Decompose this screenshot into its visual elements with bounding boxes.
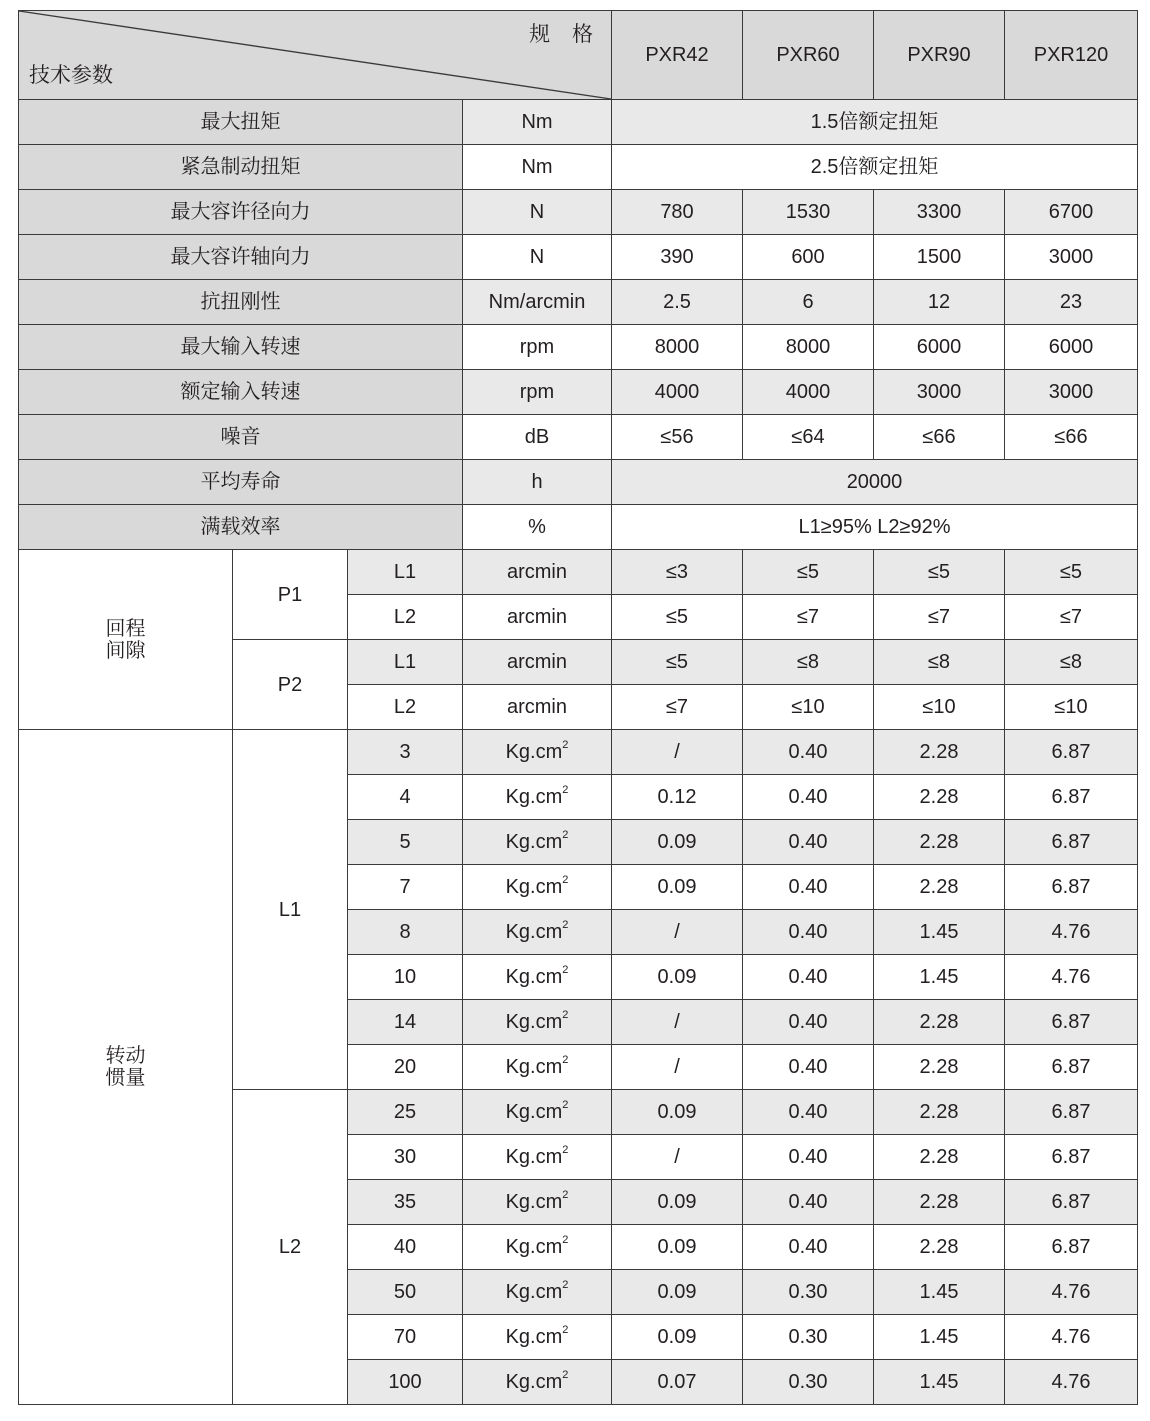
unit-cell: dB bbox=[463, 415, 612, 460]
unit-superscript: 2 bbox=[562, 1234, 569, 1247]
value-cell: ≤5 bbox=[743, 550, 874, 595]
unit-cell bbox=[463, 1180, 612, 1225]
value-cell: 0.30 bbox=[743, 1270, 874, 1315]
unit-cell: arcmin bbox=[463, 640, 612, 685]
ratio-cell: 8 bbox=[348, 910, 463, 955]
ratio-cell: 5 bbox=[348, 820, 463, 865]
group-label-line: 转动 bbox=[105, 1045, 146, 1067]
unit-base: Kg.cm bbox=[505, 1011, 563, 1033]
value-cell: 2.28 bbox=[874, 1000, 1005, 1045]
unit-cell bbox=[463, 1045, 612, 1090]
unit-cell: arcmin bbox=[463, 595, 612, 640]
value-cell: 6.87 bbox=[1005, 775, 1138, 820]
unit-superscript: 2 bbox=[562, 1369, 569, 1382]
unit-cell bbox=[463, 865, 612, 910]
value-cell: 1530 bbox=[743, 190, 874, 235]
merged-value-cell: 20000 bbox=[612, 460, 1138, 505]
value-cell: ≤5 bbox=[612, 595, 743, 640]
value-cell: 0.12 bbox=[612, 775, 743, 820]
value-cell: 6.87 bbox=[1005, 730, 1138, 775]
value-cell: 23 bbox=[1005, 280, 1138, 325]
unit-cell bbox=[463, 1270, 612, 1315]
param-name: 满载效率 bbox=[19, 505, 463, 550]
value-cell: ≤10 bbox=[1005, 685, 1138, 730]
stage-group: L2 bbox=[233, 1090, 348, 1405]
param-label: 技术参数 bbox=[29, 63, 113, 87]
value-cell: 0.09 bbox=[612, 820, 743, 865]
value-cell: 4000 bbox=[612, 370, 743, 415]
stage-cell: L1 bbox=[348, 640, 463, 685]
value-cell: 0.40 bbox=[743, 955, 874, 1000]
value-cell: 2.28 bbox=[874, 865, 1005, 910]
ratio-cell: 40 bbox=[348, 1225, 463, 1270]
unit-base: Kg.cm bbox=[505, 1371, 563, 1393]
model-header: PXR90 bbox=[874, 11, 1005, 100]
unit-superscript: 2 bbox=[562, 739, 569, 752]
unit-cell: Nm bbox=[463, 100, 612, 145]
table-row bbox=[19, 415, 1138, 460]
value-cell: 6.87 bbox=[1005, 1135, 1138, 1180]
unit-cell: rpm bbox=[463, 370, 612, 415]
value-cell: 6.87 bbox=[1005, 1090, 1138, 1135]
value-cell: 3000 bbox=[1005, 235, 1138, 280]
value-cell: 6.87 bbox=[1005, 1000, 1138, 1045]
table-row bbox=[19, 325, 1138, 370]
unit-superscript: 2 bbox=[562, 829, 569, 842]
unit-cell: N bbox=[463, 190, 612, 235]
unit-superscript: 2 bbox=[562, 1189, 569, 1202]
value-cell: 3000 bbox=[1005, 370, 1138, 415]
value-cell: / bbox=[612, 1000, 743, 1045]
value-cell: 1.45 bbox=[874, 910, 1005, 955]
param-name: 噪音 bbox=[19, 415, 463, 460]
unit-superscript: 2 bbox=[562, 1324, 569, 1337]
table-row bbox=[19, 730, 1138, 775]
value-cell: ≤66 bbox=[874, 415, 1005, 460]
unit-cell bbox=[463, 1135, 612, 1180]
value-cell: ≤7 bbox=[743, 595, 874, 640]
unit-superscript: 2 bbox=[562, 1009, 569, 1022]
unit-superscript: 2 bbox=[562, 919, 569, 932]
ratio-cell: 35 bbox=[348, 1180, 463, 1225]
value-cell: 0.40 bbox=[743, 775, 874, 820]
value-cell: 0.09 bbox=[612, 955, 743, 1000]
value-cell: 0.09 bbox=[612, 1315, 743, 1360]
table-row bbox=[19, 505, 1138, 550]
header-row bbox=[19, 11, 1138, 100]
value-cell: 2.5 bbox=[612, 280, 743, 325]
group-label-line: 惯量 bbox=[105, 1067, 146, 1089]
value-cell: ≤7 bbox=[874, 595, 1005, 640]
unit-cell: arcmin bbox=[463, 685, 612, 730]
unit-superscript: 2 bbox=[562, 1279, 569, 1292]
unit-base: Kg.cm bbox=[505, 1056, 563, 1078]
value-cell: / bbox=[612, 1045, 743, 1090]
value-cell: 0.40 bbox=[743, 910, 874, 955]
unit-base: Kg.cm bbox=[505, 786, 563, 808]
value-cell: 0.09 bbox=[612, 1270, 743, 1315]
value-cell: 6.87 bbox=[1005, 1045, 1138, 1090]
value-cell: 0.30 bbox=[743, 1360, 874, 1405]
merged-value-cell: 1.5倍额定扭矩 bbox=[612, 100, 1138, 145]
unit-superscript: 2 bbox=[562, 1054, 569, 1067]
unit-superscript: 2 bbox=[562, 874, 569, 887]
diagonal-header-cell bbox=[19, 11, 612, 100]
value-cell: / bbox=[612, 1135, 743, 1180]
value-cell: 0.40 bbox=[743, 1045, 874, 1090]
value-cell: 4000 bbox=[743, 370, 874, 415]
value-cell: 1.45 bbox=[874, 955, 1005, 1000]
value-cell: 0.07 bbox=[612, 1360, 743, 1405]
unit-superscript: 2 bbox=[562, 964, 569, 977]
value-cell: 2.28 bbox=[874, 730, 1005, 775]
value-cell: 2.28 bbox=[874, 775, 1005, 820]
group-label-line: 回程 bbox=[105, 617, 146, 640]
merged-value-cell: L1≥95% L2≥92% bbox=[612, 505, 1138, 550]
param-name: 抗扭刚性 bbox=[19, 280, 463, 325]
value-cell: 0.09 bbox=[612, 865, 743, 910]
unit-base: Kg.cm bbox=[505, 1281, 563, 1303]
unit-base: Kg.cm bbox=[505, 921, 563, 943]
unit-superscript: 2 bbox=[562, 1144, 569, 1157]
param-name: 最大输入转速 bbox=[19, 325, 463, 370]
unit-cell bbox=[463, 910, 612, 955]
precision-class: P1 bbox=[233, 550, 348, 640]
value-cell: / bbox=[612, 910, 743, 955]
value-cell: 4.76 bbox=[1005, 1360, 1138, 1405]
param-name: 平均寿命 bbox=[19, 460, 463, 505]
value-cell: 4.76 bbox=[1005, 910, 1138, 955]
value-cell: 0.40 bbox=[743, 1090, 874, 1135]
ratio-cell: 25 bbox=[348, 1090, 463, 1135]
ratio-cell: 70 bbox=[348, 1315, 463, 1360]
unit-cell bbox=[463, 730, 612, 775]
backlash-label bbox=[19, 550, 233, 730]
unit-cell bbox=[463, 1360, 612, 1405]
value-cell: 1.45 bbox=[874, 1270, 1005, 1315]
table-row bbox=[19, 235, 1138, 280]
value-cell: 1500 bbox=[874, 235, 1005, 280]
precision-class: P2 bbox=[233, 640, 348, 730]
ratio-cell: 20 bbox=[348, 1045, 463, 1090]
param-name: 最大扭矩 bbox=[19, 100, 463, 145]
value-cell: 1.45 bbox=[874, 1360, 1005, 1405]
value-cell: 0.30 bbox=[743, 1315, 874, 1360]
value-cell: 2.28 bbox=[874, 1225, 1005, 1270]
value-cell: 3300 bbox=[874, 190, 1005, 235]
unit-cell: Nm/arcmin bbox=[463, 280, 612, 325]
table-row bbox=[19, 280, 1138, 325]
unit-base: Kg.cm bbox=[505, 1326, 563, 1348]
value-cell: 4.76 bbox=[1005, 1315, 1138, 1360]
unit-cell: Nm bbox=[463, 145, 612, 190]
model-header: PXR42 bbox=[612, 11, 743, 100]
value-cell: 6.87 bbox=[1005, 1225, 1138, 1270]
model-header: PXR60 bbox=[743, 11, 874, 100]
value-cell: ≤64 bbox=[743, 415, 874, 460]
spec-table-body bbox=[19, 11, 1138, 1405]
value-cell: 4.76 bbox=[1005, 955, 1138, 1000]
value-cell: ≤10 bbox=[743, 685, 874, 730]
value-cell: 8000 bbox=[612, 325, 743, 370]
unit-cell: arcmin bbox=[463, 550, 612, 595]
value-cell: 8000 bbox=[743, 325, 874, 370]
value-cell: ≤5 bbox=[612, 640, 743, 685]
value-cell: 2.28 bbox=[874, 1045, 1005, 1090]
value-cell: 2.28 bbox=[874, 1135, 1005, 1180]
value-cell: 12 bbox=[874, 280, 1005, 325]
value-cell: ≤7 bbox=[612, 685, 743, 730]
value-cell: 6000 bbox=[1005, 325, 1138, 370]
value-cell: 0.40 bbox=[743, 1135, 874, 1180]
value-cell: ≤8 bbox=[874, 640, 1005, 685]
merged-value-cell: 2.5倍额定扭矩 bbox=[612, 145, 1138, 190]
value-cell: 780 bbox=[612, 190, 743, 235]
value-cell: 0.40 bbox=[743, 865, 874, 910]
unit-base: Kg.cm bbox=[505, 1236, 563, 1258]
value-cell: 6700 bbox=[1005, 190, 1138, 235]
unit-cell bbox=[463, 1225, 612, 1270]
value-cell: 2.28 bbox=[874, 1090, 1005, 1135]
ratio-cell: 4 bbox=[348, 775, 463, 820]
value-cell: 3000 bbox=[874, 370, 1005, 415]
unit-cell bbox=[463, 1090, 612, 1135]
value-cell: ≤8 bbox=[743, 640, 874, 685]
unit-cell: h bbox=[463, 460, 612, 505]
unit-cell bbox=[463, 820, 612, 865]
value-cell: 4.76 bbox=[1005, 1270, 1138, 1315]
ratio-cell: 14 bbox=[348, 1000, 463, 1045]
unit-superscript: 2 bbox=[562, 784, 569, 797]
value-cell: ≤56 bbox=[612, 415, 743, 460]
param-name: 紧急制动扭矩 bbox=[19, 145, 463, 190]
inertia-label bbox=[19, 730, 233, 1405]
ratio-cell: 10 bbox=[348, 955, 463, 1000]
param-name: 额定输入转速 bbox=[19, 370, 463, 415]
value-cell: 1.45 bbox=[874, 1315, 1005, 1360]
unit-superscript: 2 bbox=[562, 1099, 569, 1112]
ratio-cell: 7 bbox=[348, 865, 463, 910]
param-name: 最大容许径向力 bbox=[19, 190, 463, 235]
value-cell: 0.40 bbox=[743, 1000, 874, 1045]
unit-cell bbox=[463, 1315, 612, 1360]
value-cell: / bbox=[612, 730, 743, 775]
model-header: PXR120 bbox=[1005, 11, 1138, 100]
value-cell: ≤10 bbox=[874, 685, 1005, 730]
unit-base: Kg.cm bbox=[505, 741, 563, 763]
value-cell: 0.09 bbox=[612, 1090, 743, 1135]
unit-cell bbox=[463, 955, 612, 1000]
unit-base: Kg.cm bbox=[505, 1191, 563, 1213]
value-cell: 6.87 bbox=[1005, 820, 1138, 865]
value-cell: ≤3 bbox=[612, 550, 743, 595]
value-cell: 6000 bbox=[874, 325, 1005, 370]
unit-base: Kg.cm bbox=[505, 876, 563, 898]
value-cell: 2.28 bbox=[874, 820, 1005, 865]
unit-cell: rpm bbox=[463, 325, 612, 370]
unit-cell bbox=[463, 775, 612, 820]
spec-label: 规 格 bbox=[529, 23, 601, 46]
ratio-cell: 50 bbox=[348, 1270, 463, 1315]
table-row bbox=[19, 370, 1138, 415]
value-cell: 0.40 bbox=[743, 1180, 874, 1225]
stage-cell: L2 bbox=[348, 685, 463, 730]
stage-cell: L2 bbox=[348, 595, 463, 640]
table-row bbox=[19, 100, 1138, 145]
value-cell: ≤8 bbox=[1005, 640, 1138, 685]
value-cell: 0.40 bbox=[743, 730, 874, 775]
param-name: 最大容许轴向力 bbox=[19, 235, 463, 280]
value-cell: 0.40 bbox=[743, 820, 874, 865]
table-row bbox=[19, 550, 1138, 595]
unit-base: Kg.cm bbox=[505, 1146, 563, 1168]
value-cell: 6.87 bbox=[1005, 1180, 1138, 1225]
stage-group: L1 bbox=[233, 730, 348, 1090]
unit-cell: N bbox=[463, 235, 612, 280]
value-cell: 0.40 bbox=[743, 1225, 874, 1270]
table-row bbox=[19, 145, 1138, 190]
unit-base: Kg.cm bbox=[505, 1101, 563, 1123]
value-cell: 6 bbox=[743, 280, 874, 325]
unit-base: Kg.cm bbox=[505, 966, 563, 988]
value-cell: ≤5 bbox=[1005, 550, 1138, 595]
unit-cell: % bbox=[463, 505, 612, 550]
value-cell: 0.09 bbox=[612, 1180, 743, 1225]
value-cell: ≤7 bbox=[1005, 595, 1138, 640]
spec-table bbox=[18, 10, 1138, 1405]
value-cell: 600 bbox=[743, 235, 874, 280]
ratio-cell: 30 bbox=[348, 1135, 463, 1180]
value-cell: 2.28 bbox=[874, 1180, 1005, 1225]
group-label-line: 间隙 bbox=[105, 639, 146, 662]
value-cell: 390 bbox=[612, 235, 743, 280]
value-cell: 0.09 bbox=[612, 1225, 743, 1270]
value-cell: ≤66 bbox=[1005, 415, 1138, 460]
ratio-cell: 3 bbox=[348, 730, 463, 775]
table-row bbox=[19, 190, 1138, 235]
unit-cell bbox=[463, 1000, 612, 1045]
unit-base: Kg.cm bbox=[505, 831, 563, 853]
table-row bbox=[19, 460, 1138, 505]
value-cell: 6.87 bbox=[1005, 865, 1138, 910]
stage-cell: L1 bbox=[348, 550, 463, 595]
value-cell: ≤5 bbox=[874, 550, 1005, 595]
ratio-cell: 100 bbox=[348, 1360, 463, 1405]
